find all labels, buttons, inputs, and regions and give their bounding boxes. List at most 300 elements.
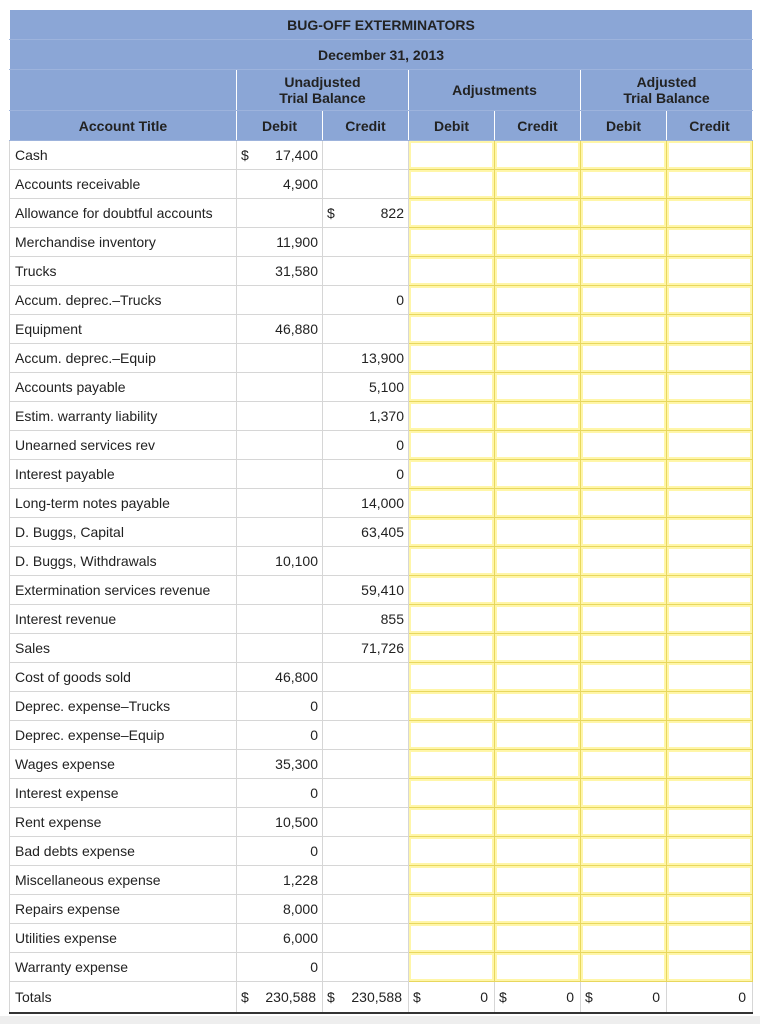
- input-field-area[interactable]: [495, 576, 580, 604]
- input-field-area[interactable]: [495, 315, 580, 343]
- total-adjusted-credit: [667, 982, 753, 1014]
- adjusted-credit-input[interactable]: [667, 489, 753, 518]
- unadjusted-credit-cell: [323, 170, 409, 199]
- adjustments-debit-input[interactable]: [409, 315, 495, 344]
- input-field-area[interactable]: [581, 721, 666, 749]
- adjustments-debit-input[interactable]: [409, 170, 495, 199]
- input-field-area[interactable]: [409, 866, 494, 894]
- adjustments-credit-input[interactable]: [495, 257, 581, 286]
- input-field-area[interactable]: [581, 576, 666, 604]
- adjustments-debit-input[interactable]: [409, 837, 495, 866]
- adjustments-debit-input[interactable]: [409, 953, 495, 982]
- input-field-area[interactable]: [495, 431, 580, 459]
- input-field-area[interactable]: [581, 344, 666, 372]
- amount: 0: [310, 698, 318, 714]
- adjustments-credit-input[interactable]: [495, 692, 581, 721]
- input-field-area[interactable]: [409, 779, 494, 807]
- amount: 1,228: [282, 872, 318, 888]
- input-field-area[interactable]: [409, 663, 494, 691]
- input-field-area[interactable]: [581, 199, 666, 227]
- input-field-area[interactable]: [667, 692, 752, 720]
- total-value: 0: [652, 989, 660, 1005]
- input-field-area[interactable]: [581, 779, 666, 807]
- input-field-area[interactable]: [667, 141, 752, 169]
- adjustments-credit-input[interactable]: [495, 228, 581, 257]
- input-field-area[interactable]: [409, 170, 494, 198]
- adjustments-debit-input[interactable]: [409, 257, 495, 286]
- input-field-area[interactable]: [581, 866, 666, 894]
- input-field-area[interactable]: [667, 924, 752, 952]
- adjustments-debit-input[interactable]: [409, 373, 495, 402]
- input-field-area[interactable]: [581, 257, 666, 285]
- total-value: 230,588: [351, 989, 402, 1005]
- adjustments-debit-input[interactable]: [409, 489, 495, 518]
- input-field-area[interactable]: [667, 750, 752, 778]
- input-field-area[interactable]: [667, 576, 752, 604]
- adjusted-debit-input[interactable]: [581, 228, 667, 257]
- input-field-area[interactable]: [495, 228, 580, 256]
- input-field-area[interactable]: [581, 750, 666, 778]
- input-field-area[interactable]: [409, 431, 494, 459]
- adjusted-debit-input[interactable]: [581, 141, 667, 170]
- input-field-area[interactable]: [581, 924, 666, 952]
- input-field-area[interactable]: [409, 953, 494, 981]
- adjustments-debit-input[interactable]: [409, 402, 495, 431]
- adjusted-debit-input[interactable]: [581, 837, 667, 866]
- input-field-area[interactable]: [667, 721, 752, 749]
- unadjusted-debit-cell: [237, 576, 323, 605]
- group-adjusted-line2: Trial Balance: [623, 90, 710, 106]
- account-title-cell: Deprec. expense–Trucks: [10, 692, 237, 721]
- adjustments-debit-input[interactable]: [409, 547, 495, 576]
- adjusted-debit-input[interactable]: [581, 402, 667, 431]
- account-title-cell: Equipment: [10, 315, 237, 344]
- adjustments-credit-input[interactable]: [495, 373, 581, 402]
- adjustments-debit-input[interactable]: [409, 228, 495, 257]
- adjustments-debit-input[interactable]: [409, 141, 495, 170]
- adjusted-debit-input[interactable]: [581, 866, 667, 895]
- adjusted-credit-input[interactable]: [667, 721, 753, 750]
- account-title-cell: Repairs expense: [10, 895, 237, 924]
- adjusted-debit-input[interactable]: [581, 576, 667, 605]
- adjustments-debit-input[interactable]: [409, 286, 495, 315]
- input-field-area[interactable]: [409, 402, 494, 430]
- input-field-area[interactable]: [495, 924, 580, 952]
- account-title-cell: Interest revenue: [10, 605, 237, 634]
- adjustments-debit-input[interactable]: [409, 344, 495, 373]
- unadjusted-debit-cell: [237, 170, 323, 199]
- unadjusted-debit-cell: [237, 866, 323, 895]
- table-row: [10, 953, 753, 982]
- input-field-area[interactable]: [495, 663, 580, 691]
- amount: 71,726: [361, 640, 404, 656]
- adjusted-credit-input[interactable]: [667, 431, 753, 460]
- adjusted-debit-input[interactable]: [581, 605, 667, 634]
- table-row: [10, 286, 753, 315]
- adjusted-debit-input[interactable]: [581, 460, 667, 489]
- input-field-area[interactable]: [667, 547, 752, 575]
- table-row: [10, 750, 753, 779]
- adjusted-credit-input[interactable]: [667, 257, 753, 286]
- adjusted-credit-input[interactable]: [667, 460, 753, 489]
- input-field-area[interactable]: [409, 286, 494, 314]
- table-row: [10, 692, 753, 721]
- input-field-area[interactable]: [495, 141, 580, 169]
- adjustments-credit-input[interactable]: [495, 866, 581, 895]
- input-field-area[interactable]: [495, 953, 580, 981]
- adjusted-debit-input[interactable]: [581, 547, 667, 576]
- input-field-area[interactable]: [495, 895, 580, 923]
- adjustments-credit-input[interactable]: [495, 489, 581, 518]
- adjusted-debit-input[interactable]: [581, 373, 667, 402]
- adjusted-credit-input[interactable]: [667, 895, 753, 924]
- input-field-area[interactable]: [409, 605, 494, 633]
- input-field-area[interactable]: [495, 373, 580, 401]
- adjustments-credit-input[interactable]: [495, 924, 581, 953]
- unadjusted-debit-cell: [237, 692, 323, 721]
- input-field-area[interactable]: [667, 895, 752, 923]
- table-row: [10, 460, 753, 489]
- input-field-area[interactable]: [667, 518, 752, 546]
- input-field-area[interactable]: [581, 315, 666, 343]
- adjustments-credit-input[interactable]: [495, 953, 581, 982]
- input-field-area[interactable]: [409, 924, 494, 952]
- unadjusted-credit-cell: [323, 663, 409, 692]
- adjusted-debit-input[interactable]: [581, 170, 667, 199]
- unadjusted-credit-cell: [323, 373, 409, 402]
- input-field-area[interactable]: [581, 286, 666, 314]
- input-field-area[interactable]: [495, 402, 580, 430]
- input-field-area[interactable]: [409, 373, 494, 401]
- input-field-area[interactable]: [495, 547, 580, 575]
- adjustments-credit-input[interactable]: [495, 663, 581, 692]
- input-field-area[interactable]: [667, 605, 752, 633]
- adjusted-credit-input[interactable]: [667, 199, 753, 228]
- adjusted-credit-input[interactable]: [667, 663, 753, 692]
- input-field-area[interactable]: [409, 228, 494, 256]
- adjustments-credit-input[interactable]: [495, 286, 581, 315]
- input-field-area[interactable]: [409, 808, 494, 836]
- adjustments-debit-input[interactable]: [409, 808, 495, 837]
- table-row: [10, 489, 753, 518]
- input-field-area[interactable]: [581, 170, 666, 198]
- adjustments-debit-input[interactable]: [409, 692, 495, 721]
- adjusted-credit-input[interactable]: [667, 315, 753, 344]
- input-field-area[interactable]: [495, 721, 580, 749]
- total-unadjusted-debit: [237, 982, 323, 1014]
- input-field-area[interactable]: [581, 634, 666, 662]
- adjustments-credit-input[interactable]: [495, 779, 581, 808]
- adjustments-debit-input[interactable]: [409, 924, 495, 953]
- adjusted-credit-input[interactable]: [667, 373, 753, 402]
- input-field-area[interactable]: [495, 286, 580, 314]
- input-field-area[interactable]: [667, 228, 752, 256]
- input-field-area[interactable]: [409, 315, 494, 343]
- adjustments-debit-input[interactable]: [409, 460, 495, 489]
- input-field-area[interactable]: [495, 489, 580, 517]
- adjustments-credit-input[interactable]: [495, 808, 581, 837]
- input-field-area[interactable]: [667, 286, 752, 314]
- adjustments-credit-input[interactable]: [495, 170, 581, 199]
- account-title-cell: Long-term notes payable: [10, 489, 237, 518]
- adjustments-credit-input[interactable]: [495, 605, 581, 634]
- table-row: [10, 576, 753, 605]
- adjustments-credit-input[interactable]: [495, 895, 581, 924]
- input-field-area[interactable]: [495, 199, 580, 227]
- input-field-area[interactable]: [581, 431, 666, 459]
- input-field-area[interactable]: [409, 199, 494, 227]
- adjusted-debit-input[interactable]: [581, 257, 667, 286]
- amount: 46,800: [275, 669, 318, 685]
- input-field-area[interactable]: [409, 518, 494, 546]
- adjustments-credit-input[interactable]: [495, 141, 581, 170]
- table-row: [10, 170, 753, 199]
- unadjusted-credit-cell: [323, 199, 409, 228]
- unadjusted-debit-cell: [237, 286, 323, 315]
- adjustments-credit-input[interactable]: [495, 460, 581, 489]
- input-field-area[interactable]: [667, 344, 752, 372]
- adjustments-credit-input[interactable]: [495, 576, 581, 605]
- input-field-area[interactable]: [667, 663, 752, 691]
- input-field-area[interactable]: [667, 257, 752, 285]
- column-account-title: Account Title: [10, 111, 237, 141]
- input-field-area[interactable]: [667, 431, 752, 459]
- adjusted-credit-input[interactable]: [667, 866, 753, 895]
- input-field-area[interactable]: [581, 402, 666, 430]
- input-field-area[interactable]: [409, 837, 494, 865]
- input-field-area[interactable]: [409, 344, 494, 372]
- adjusted-credit-input[interactable]: [667, 344, 753, 373]
- input-field-area[interactable]: [409, 141, 494, 169]
- adjustments-credit-input[interactable]: [495, 721, 581, 750]
- adjusted-credit-input[interactable]: [667, 953, 753, 982]
- adjustments-debit-input[interactable]: [409, 431, 495, 460]
- column-unadjusted-credit: Credit: [323, 111, 409, 141]
- input-field-area[interactable]: [581, 605, 666, 633]
- input-field-area[interactable]: [409, 489, 494, 517]
- adjusted-credit-input[interactable]: [667, 692, 753, 721]
- adjusted-debit-input[interactable]: [581, 721, 667, 750]
- adjusted-debit-input[interactable]: [581, 663, 667, 692]
- amount: 13,900: [361, 350, 404, 366]
- table-row: [10, 721, 753, 750]
- input-field-area[interactable]: [409, 634, 494, 662]
- adjustments-debit-input[interactable]: [409, 895, 495, 924]
- table-row: [10, 402, 753, 431]
- input-field-area[interactable]: [581, 953, 666, 981]
- input-field-area[interactable]: [581, 141, 666, 169]
- adjusted-debit-input[interactable]: [581, 750, 667, 779]
- input-field-area[interactable]: [581, 547, 666, 575]
- adjusted-debit-input[interactable]: [581, 953, 667, 982]
- account-title-cell: Utilities expense: [10, 924, 237, 953]
- adjusted-credit-input[interactable]: [667, 518, 753, 547]
- input-field-area[interactable]: [495, 779, 580, 807]
- adjusted-debit-input[interactable]: [581, 344, 667, 373]
- input-field-area[interactable]: [495, 518, 580, 546]
- input-field-area[interactable]: [581, 692, 666, 720]
- input-field-area[interactable]: [667, 315, 752, 343]
- adjusted-debit-input[interactable]: [581, 808, 667, 837]
- input-field-area[interactable]: [409, 547, 494, 575]
- input-field-area[interactable]: [581, 895, 666, 923]
- amount: 6,000: [282, 930, 318, 946]
- amount: 822: [380, 205, 404, 221]
- input-field-area[interactable]: [667, 460, 752, 488]
- input-field-area[interactable]: [409, 576, 494, 604]
- adjustments-debit-input[interactable]: [409, 605, 495, 634]
- input-field-area[interactable]: [667, 402, 752, 430]
- input-field-area[interactable]: [581, 373, 666, 401]
- input-field-area[interactable]: [409, 460, 494, 488]
- account-rows: [10, 141, 753, 982]
- unadjusted-credit-cell: [323, 431, 409, 460]
- unadjusted-credit-cell: [323, 489, 409, 518]
- adjusted-credit-input[interactable]: [667, 837, 753, 866]
- unadjusted-debit-cell: [237, 460, 323, 489]
- input-field-area[interactable]: [495, 605, 580, 633]
- unadjusted-debit-cell: [237, 257, 323, 286]
- adjustments-credit-input[interactable]: [495, 431, 581, 460]
- adjustments-credit-input[interactable]: [495, 344, 581, 373]
- adjustments-credit-input[interactable]: [495, 199, 581, 228]
- adjusted-debit-input[interactable]: [581, 518, 667, 547]
- input-field-area[interactable]: [667, 170, 752, 198]
- adjusted-credit-input[interactable]: [667, 605, 753, 634]
- total-unadjusted-credit: [323, 982, 409, 1014]
- statement-date: December 31, 2013: [10, 40, 753, 70]
- group-unadjusted-trial-balance: [237, 70, 409, 111]
- input-field-area[interactable]: [495, 460, 580, 488]
- adjustments-credit-input[interactable]: [495, 547, 581, 576]
- adjusted-debit-input[interactable]: [581, 489, 667, 518]
- table-row: [10, 228, 753, 257]
- adjusted-credit-input[interactable]: [667, 634, 753, 663]
- adjustments-credit-input[interactable]: [495, 402, 581, 431]
- adjustments-debit-input[interactable]: [409, 866, 495, 895]
- input-field-area[interactable]: [495, 837, 580, 865]
- adjustments-credit-input[interactable]: [495, 634, 581, 663]
- input-field-area[interactable]: [581, 489, 666, 517]
- account-title-cell: Rent expense: [10, 808, 237, 837]
- input-field-area[interactable]: [409, 895, 494, 923]
- adjusted-debit-input[interactable]: [581, 199, 667, 228]
- adjusted-credit-input[interactable]: [667, 402, 753, 431]
- adjusted-credit-input[interactable]: [667, 228, 753, 257]
- unadjusted-debit-cell: [237, 228, 323, 257]
- input-field-area[interactable]: [409, 750, 494, 778]
- account-title-cell: Allowance for doubtful accounts: [10, 199, 237, 228]
- input-field-area[interactable]: [667, 779, 752, 807]
- adjusted-credit-input[interactable]: [667, 750, 753, 779]
- unadjusted-credit-cell: [323, 286, 409, 315]
- adjusted-debit-input[interactable]: [581, 431, 667, 460]
- input-field-area[interactable]: [409, 257, 494, 285]
- adjustments-credit-input[interactable]: [495, 315, 581, 344]
- adjustments-debit-input[interactable]: [409, 750, 495, 779]
- input-field-area[interactable]: [495, 634, 580, 662]
- input-field-area[interactable]: [581, 837, 666, 865]
- unadjusted-credit-cell: [323, 692, 409, 721]
- adjustments-credit-input[interactable]: [495, 518, 581, 547]
- input-field-area[interactable]: [667, 837, 752, 865]
- adjusted-debit-input[interactable]: [581, 634, 667, 663]
- input-field-area[interactable]: [581, 808, 666, 836]
- input-field-area[interactable]: [409, 692, 494, 720]
- adjusted-debit-input[interactable]: [581, 692, 667, 721]
- input-field-area[interactable]: [667, 808, 752, 836]
- input-field-area[interactable]: [667, 199, 752, 227]
- adjustments-credit-input[interactable]: [495, 837, 581, 866]
- amount: 0: [310, 959, 318, 975]
- adjustments-debit-input[interactable]: [409, 779, 495, 808]
- table-row: [10, 866, 753, 895]
- amount: 10,500: [275, 814, 318, 830]
- input-field-area[interactable]: [667, 953, 752, 981]
- input-field-area[interactable]: [495, 344, 580, 372]
- input-field-area[interactable]: [495, 257, 580, 285]
- adjustments-debit-input[interactable]: [409, 518, 495, 547]
- adjustments-debit-input[interactable]: [409, 576, 495, 605]
- adjustments-debit-input[interactable]: [409, 663, 495, 692]
- group-unadjusted-line2: Trial Balance: [279, 90, 366, 106]
- adjusted-credit-input[interactable]: [667, 170, 753, 199]
- amount: 0: [310, 843, 318, 859]
- table-row: [10, 547, 753, 576]
- input-field-area[interactable]: [495, 170, 580, 198]
- input-field-area[interactable]: [667, 373, 752, 401]
- input-field-area[interactable]: [495, 692, 580, 720]
- adjusted-debit-input[interactable]: [581, 286, 667, 315]
- adjustments-debit-input[interactable]: [409, 721, 495, 750]
- adjusted-credit-input[interactable]: [667, 576, 753, 605]
- unadjusted-credit-cell: [323, 924, 409, 953]
- adjusted-credit-input[interactable]: [667, 286, 753, 315]
- input-field-area[interactable]: [495, 866, 580, 894]
- account-title-cell: D. Buggs, Withdrawals: [10, 547, 237, 576]
- input-field-area[interactable]: [581, 518, 666, 546]
- input-field-area[interactable]: [495, 750, 580, 778]
- adjusted-debit-input[interactable]: [581, 315, 667, 344]
- input-field-area[interactable]: [581, 228, 666, 256]
- adjustments-credit-input[interactable]: [495, 750, 581, 779]
- group-unadjusted-line1: Unadjusted: [284, 74, 361, 90]
- amount: 11,900: [276, 234, 318, 250]
- adjusted-credit-input[interactable]: [667, 924, 753, 953]
- input-field-area[interactable]: [581, 663, 666, 691]
- input-field-area[interactable]: [409, 721, 494, 749]
- adjusted-credit-input[interactable]: [667, 141, 753, 170]
- adjusted-credit-input[interactable]: [667, 547, 753, 576]
- adjustments-debit-input[interactable]: [409, 634, 495, 663]
- table-row: [10, 518, 753, 547]
- input-field-area[interactable]: [495, 808, 580, 836]
- adjustments-debit-input[interactable]: [409, 199, 495, 228]
- adjusted-credit-input[interactable]: [667, 779, 753, 808]
- input-field-area[interactable]: [581, 460, 666, 488]
- adjusted-debit-input[interactable]: [581, 924, 667, 953]
- column-adjustments-debit: Debit: [409, 111, 495, 141]
- input-field-area[interactable]: [667, 489, 752, 517]
- input-field-area[interactable]: [667, 866, 752, 894]
- unadjusted-debit-cell: [237, 663, 323, 692]
- adjusted-debit-input[interactable]: [581, 779, 667, 808]
- table-row: [10, 779, 753, 808]
- adjusted-credit-input[interactable]: [667, 808, 753, 837]
- adjusted-debit-input[interactable]: [581, 895, 667, 924]
- unadjusted-debit-cell: [237, 721, 323, 750]
- input-field-area[interactable]: [667, 634, 752, 662]
